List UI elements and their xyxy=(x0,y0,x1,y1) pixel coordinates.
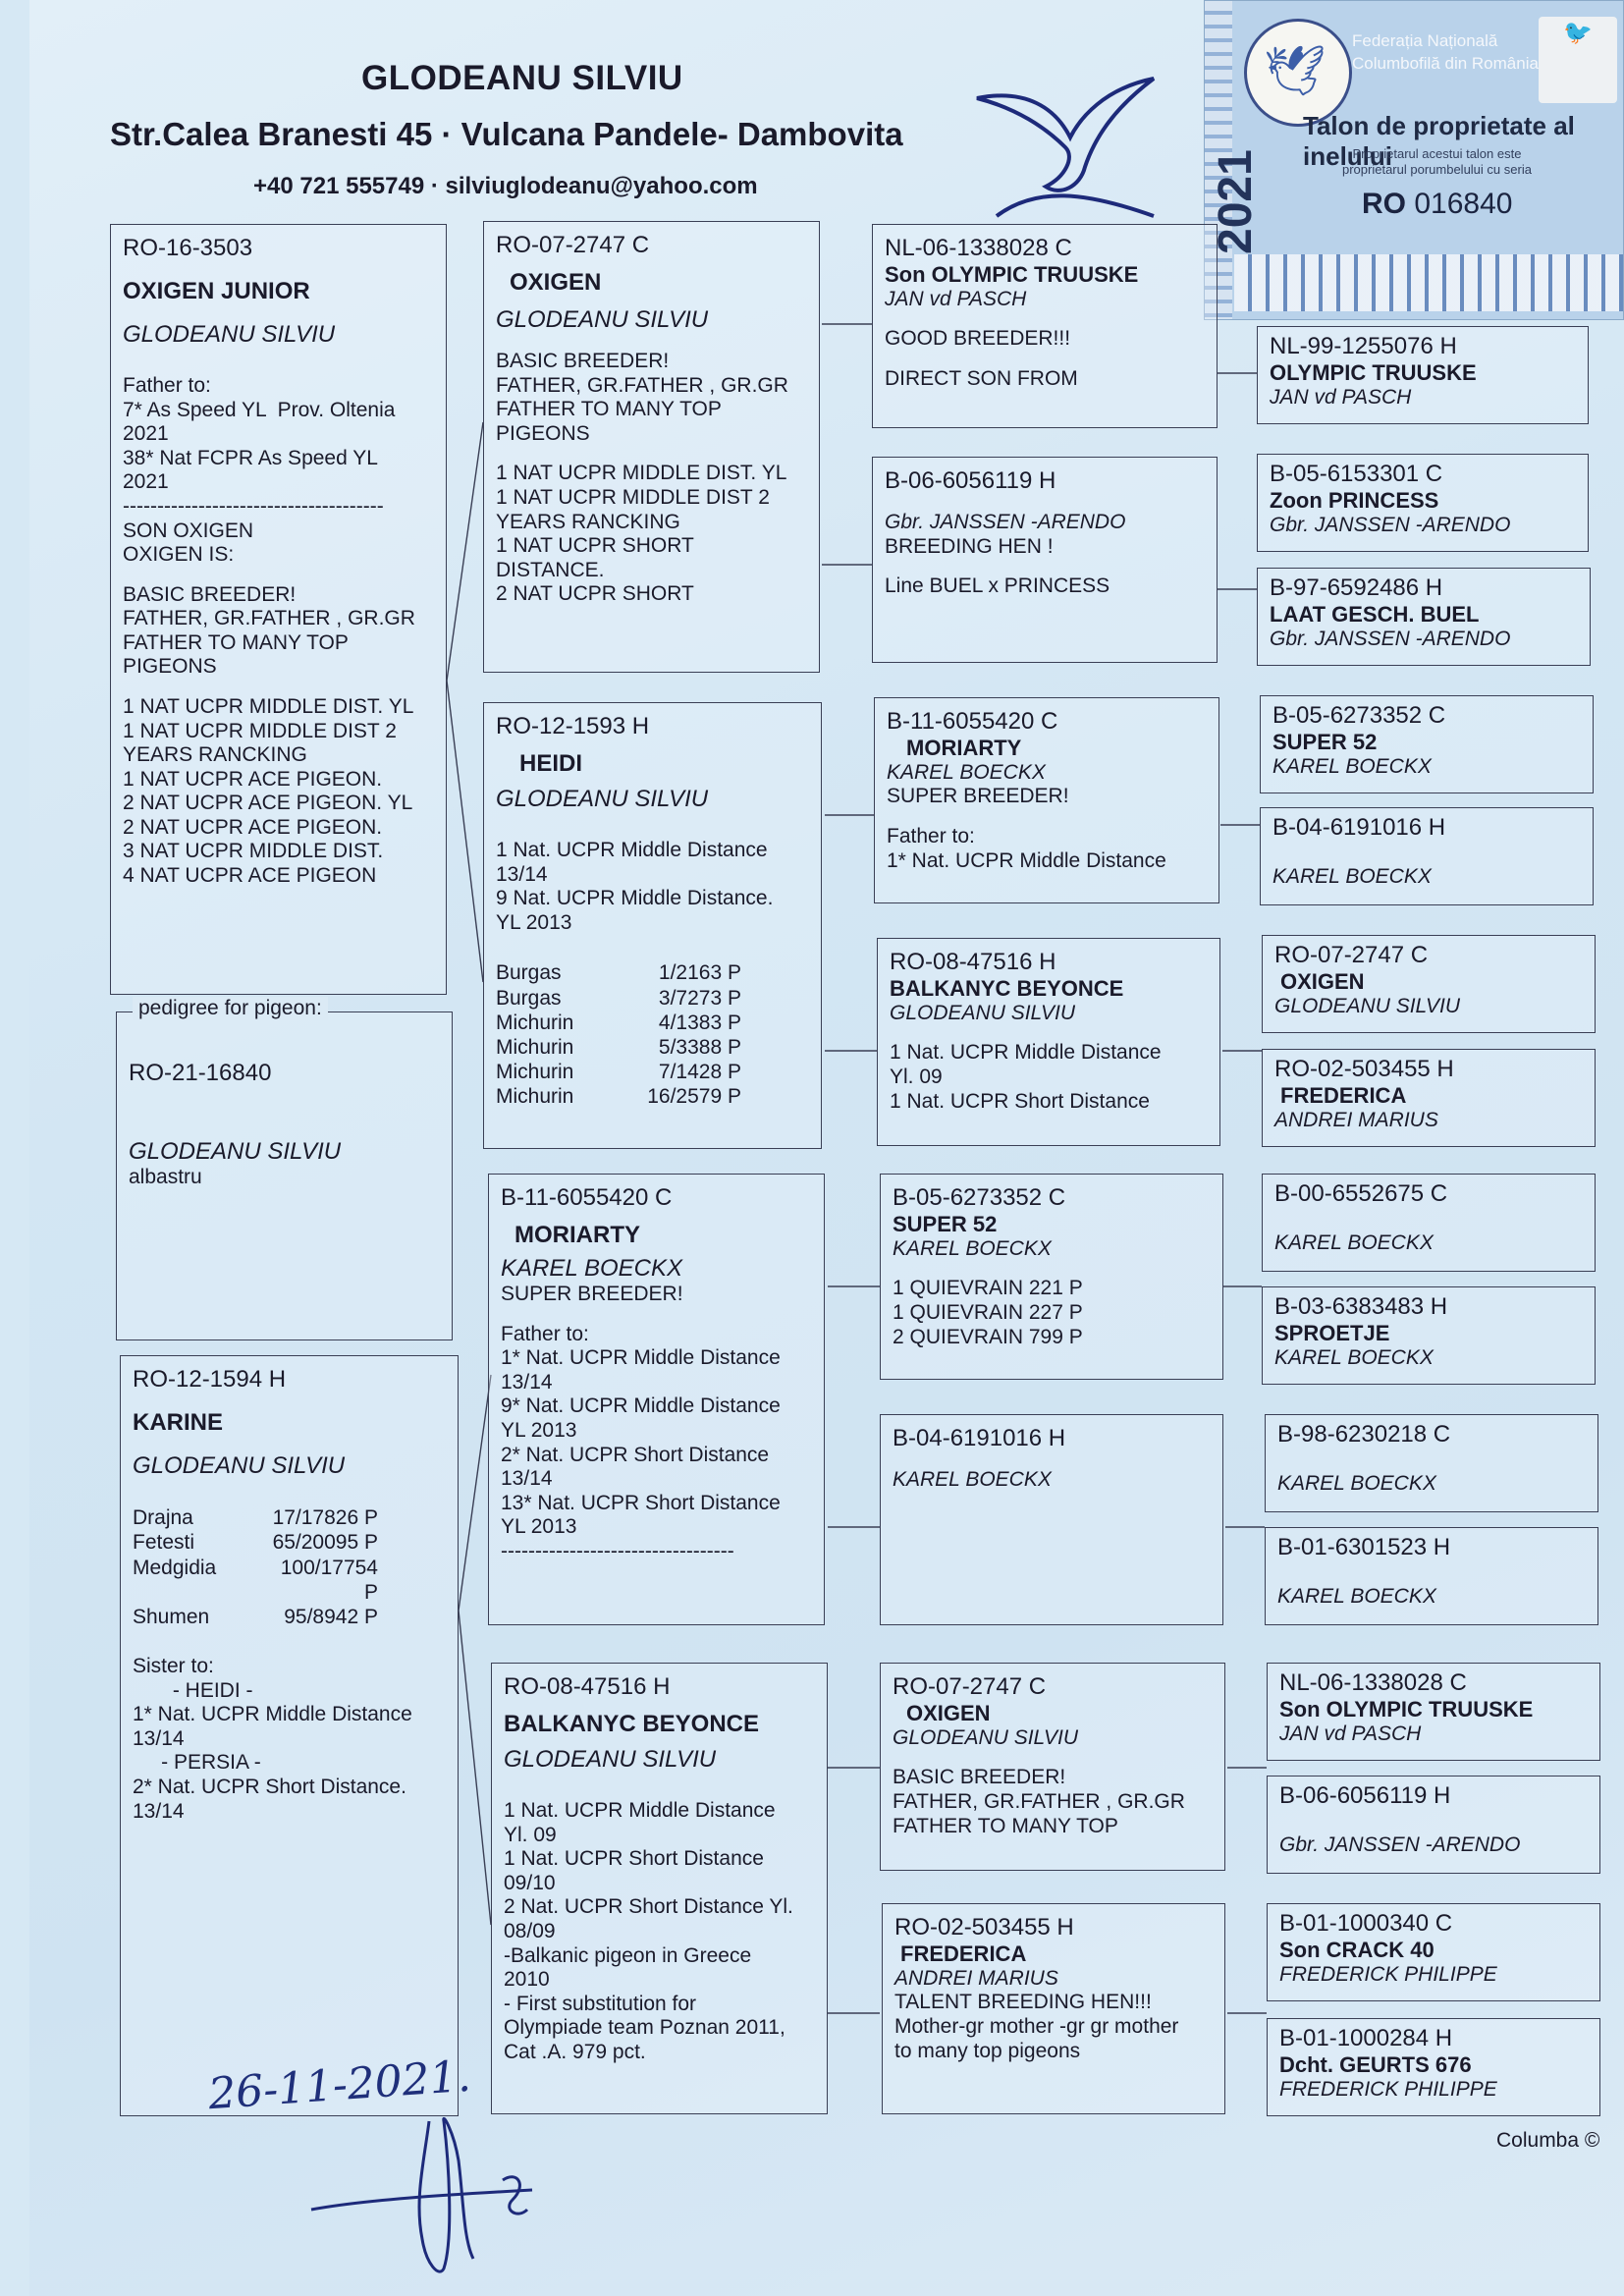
result-row: Fetesti 65/20095 P xyxy=(133,1531,378,1555)
ticket-title: Talon de proprietate al inelului xyxy=(1303,111,1575,171)
crest-bird-icon: 🐦 xyxy=(1563,20,1593,46)
pigeon-card-g15: B-01-1000284 H Dcht. GEURTS 676 FREDERICK PHILIPPE xyxy=(1267,2018,1600,2116)
result-row: Michurin 16/2579 P xyxy=(496,1085,741,1109)
pigeon-card-ggp3: B-11-6055420 C MORIARTY KAREL BOECKX SUPER BREEDER! Father to: 1* Nat. UCPR Middle Distance xyxy=(874,697,1219,903)
ticket-ring-number: RO 016840 xyxy=(1362,188,1513,220)
pigeon-card-mother: RO-12-1594 H KARINE GLODEANU SILVIU Drajna 17/17826 P Fetesti 65/20095 P Medgidia 100/17754 P Shumen 95/8942 P Sister to: - HEIDI - 1* Nat. UCPR Middle Distance 13/14 - PERSIA - 2* Nat. UCPR Short Distance. 13/14 xyxy=(120,1355,459,2116)
handwritten-date: 26-11-2021. xyxy=(206,2050,473,2120)
breeder-contact: +40 721 555749 · silviuglodeanu@yahoo.com xyxy=(253,173,758,199)
ticket-year: 2021 xyxy=(1210,149,1262,254)
signature xyxy=(306,2102,601,2288)
breeder-name: GLODEANU SILVIU xyxy=(361,59,683,97)
federation-name: Federația Națională Columbofilă din România xyxy=(1352,31,1539,73)
seal-dove-icon: 🕊 xyxy=(1264,43,1326,98)
pigeon-card-g8: B-00-6552675 C KAREL BOECKX xyxy=(1262,1174,1596,1272)
pigeon-card-g14: B-01-1000340 C Son CRACK 40 FREDERICK PHILIPPE xyxy=(1267,1903,1600,2001)
result-row: Shumen 95/8942 P xyxy=(133,1605,378,1628)
pedigree-for-card: pedigree for pigeon: RO-21-16840 GLODEANU SILVIU albastru xyxy=(116,1011,453,1340)
pigeon-card-g4: B-05-6273352 C SUPER 52 KAREL BOECKX xyxy=(1260,695,1594,793)
result-row: Michurin 7/1428 P xyxy=(496,1061,741,1084)
result-row: Michurin 5/3388 P xyxy=(496,1036,741,1060)
pigeon-card-g11: B-01-6301523 H KAREL BOECKX xyxy=(1265,1527,1598,1625)
ticket-subtitle: Proprietarul acestui talon este proprietarul porumbelului cu seria xyxy=(1342,146,1532,178)
pigeon-card-g2: B-05-6153301 C Zoon PRINCESS Gbr. JANSSEN -ARENDO xyxy=(1257,454,1589,552)
pigeon-card-ggp7: RO-07-2747 C OXIGEN GLODEANU SILVIU BASIC BREEDER! FATHER, GR.FATHER , GR.GR FATHER TO MANY TOP xyxy=(880,1663,1225,1871)
pigeon-card-moriarty: B-11-6055420 C MORIARTY KAREL BOECKX SUPER BREEDER! Father to: 1* Nat. UCPR Middle Distance 13/14 9* Nat. UCPR Middle Distance YL 2013 2* Nat. UCPR Short Distance 13/14 13* Nat. UCPR Short Distance YL 2013 ---------------------------------- xyxy=(488,1174,825,1625)
breeder-address: Str.Calea Branesti 45 · Vulcana Pandele- Dambovita xyxy=(110,116,903,152)
pigeon-card-beyonce: RO-08-47516 H BALKANYC BEYONCE GLODEANU SILVIU 1 Nat. UCPR Middle Distance Yl. 09 1 Nat. UCPR Short Distance 09/10 2 Nat. UCPR Short Distance Yl. 08/09 -Balkanic pigeon in Greece 2010 - First substitution for Olympiade team Poznan 2011, Cat .A. 979 pct. xyxy=(491,1663,828,2114)
result-row: Burgas 3/7273 P xyxy=(496,986,741,1010)
pigeon-card-g6: RO-07-2747 C OXIGEN GLODEANU SILVIU xyxy=(1262,935,1596,1033)
pigeon-card-main: RO-16-3503 OXIGEN JUNIOR GLODEANU SILVIU Father to: 7* As Speed YL Prov. Oltenia 2021 38* Nat FCPR As Speed YL 2021 -------------------------------------- SON OXIGEN OXIGEN IS: BASIC BREEDER! FATHER, GR.FATHER , GR.GR FATHER TO MANY TOP PIGEONS 1 NAT UCPR MIDDLE DIST. YL 1 NAT UCPR MIDDLE DIST 2 YEARS RANCKING 1 NAT UCPR ACE PIGEON. 2 NAT UCPR ACE PIGEON. YL 2 NAT UCPR ACE PIGEON. 3 NAT UCPR MIDDLE DIST. 4 NAT UCPR ACE PIGEON xyxy=(110,224,447,995)
pigeon-card-g12: NL-06-1338028 C Son OLYMPIC TRUUSKE JAN vd PASCH xyxy=(1267,1663,1600,1761)
copyright-mark: Columba © xyxy=(1496,2129,1600,2152)
pigeon-card-ggp4: RO-08-47516 H BALKANYC BEYONCE GLODEANU SILVIU 1 Nat. UCPR Middle Distance Yl. 09 1 Nat. UCPR Short Distance xyxy=(877,938,1220,1146)
pedigree-legend: pedigree for pigeon: xyxy=(133,997,328,1020)
pigeon-card-ggp6: B-04-6191016 H KAREL BOECKX xyxy=(880,1414,1223,1625)
pigeon-card-ggp1: NL-06-1338028 C Son OLYMPIC TRUUSKE JAN vd PASCH GOOD BREEDER!!! DIRECT SON FROM xyxy=(872,224,1218,428)
pigeon-card-g5: B-04-6191016 H KAREL BOECKX xyxy=(1260,807,1594,905)
result-row: Burgas 1/2163 P xyxy=(496,961,741,985)
pigeon-card-ggp8: RO-02-503455 H FREDERICA ANDREI MARIUS TALENT BREEDING HEN!!! Mother-gr mother -gr gr mother to many top pigeons xyxy=(882,1903,1225,2114)
result-row: Michurin 4/1383 P xyxy=(496,1011,741,1034)
pigeon-card-g13: B-06-6056119 H Gbr. JANSSEN -ARENDO xyxy=(1267,1776,1600,1874)
result-row: Medgidia 100/17754 P xyxy=(133,1556,378,1604)
result-row: Drajna 17/17826 P xyxy=(133,1506,378,1530)
pigeon-card-g9: B-03-6383483 H SPROETJE KAREL BOECKX xyxy=(1262,1286,1596,1385)
pigeon-card-g10: B-98-6230218 C KAREL BOECKX xyxy=(1265,1414,1598,1512)
pigeon-card-g3: B-97-6592486 H LAAT GESCH. BUEL Gbr. JANSSEN -ARENDO xyxy=(1257,568,1591,666)
pigeon-card-father: RO-07-2747 C OXIGEN GLODEANU SILVIU BASIC BREEDER! FATHER, GR.FATHER , GR.GR FATHER TO MANY TOP PIGEONS 1 NAT UCPR MIDDLE DIST. YL 1 NAT UCPR MIDDLE DIST 2 YEARS RANCKING 1 NAT UCPR SHORT DISTANCE. 2 NAT UCPR SHORT xyxy=(483,221,820,673)
pigeon-card-heidi: RO-12-1593 H HEIDI GLODEANU SILVIU 1 Nat. UCPR Middle Distance 13/14 9 Nat. UCPR Middle Distance. YL 2013 Burgas 1/2163 P Burgas 3/7273 P Michurin 4/1383 P Michurin 5/3388 P Michurin 7/1428 P Michurin 16/2579 P xyxy=(483,702,822,1149)
pigeon-card-g1: NL-99-1255076 H OLYMPIC TRUUSKE JAN vd PASCH xyxy=(1257,326,1589,424)
pigeon-card-ggp5: B-05-6273352 C SUPER 52 KAREL BOECKX 1 QUIEVRAIN 221 P 1 QUIEVRAIN 227 P 2 QUIEVRAIN 799 P xyxy=(880,1174,1223,1380)
pigeon-card-g7: RO-02-503455 H FREDERICA ANDREI MARIUS xyxy=(1262,1049,1596,1147)
pigeon-card-ggp2: B-06-6056119 H Gbr. JANSSEN -ARENDO BREEDING HEN ! Line BUEL x PRINCESS xyxy=(872,457,1218,663)
